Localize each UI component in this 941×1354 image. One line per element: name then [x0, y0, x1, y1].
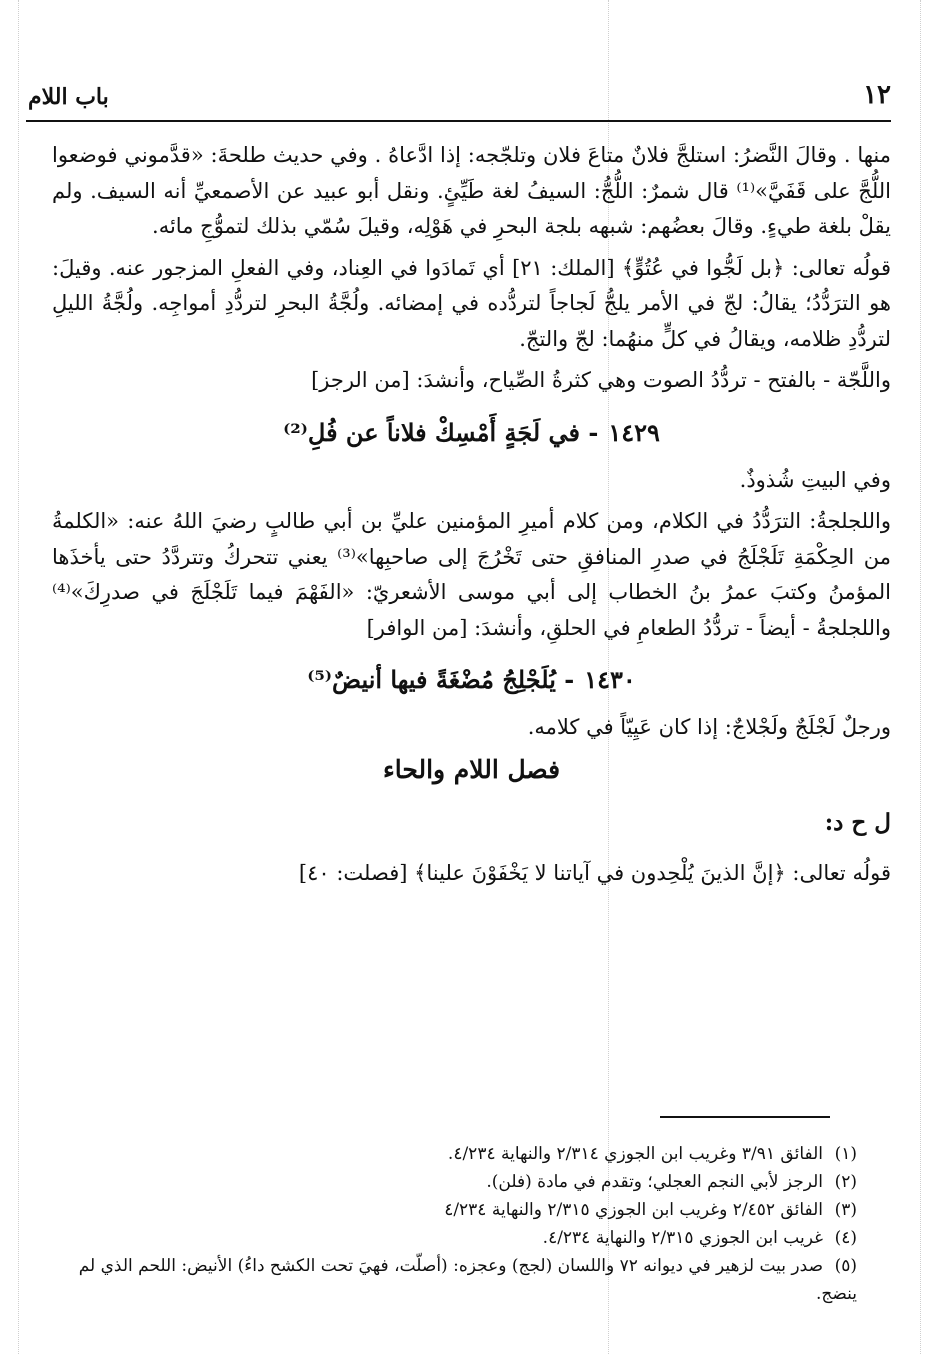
paragraph: قولُه تعالى: ﴿إنَّ الذينَ يُلْحِدون في آياتنا لا يَخْفَوْنَ علينا﴾ [فصلت: ٤٠]: [298, 860, 891, 885]
verse-1429: [52, 413, 891, 453]
main-text: [52, 138, 891, 891]
footnote-number: (٢): [834, 1172, 857, 1192]
chapter-title: فصل اللام والحاء: [382, 754, 561, 784]
footnote-rule: [660, 1116, 830, 1118]
paragraph: واللَّجّة - بالفتح - تردُّدُ الصوت وهي كثرةُ الصِّياح، وأنشدَ: [من الرجز]: [311, 368, 891, 392]
paragraph: ورجلٌ لَجْلَجٌ ولَجْلاجٌ: إذا كان عَيِيّاً في كلامه.: [527, 715, 891, 739]
verse-1430: [52, 660, 891, 700]
paragraph: قولُه تعالى: ﴿بل لَجُّوا في عُتُوٍّ﴾ [الملك: ٢١] أي تَمادَوا في العِناد، وفي الفعلِ المزجور عنه. وقيلَ: هو الترَدُّدُ؛ يقالُ: لجّ في الأمر يلجُّ لَجاجاً لتردُّده في إمضائه. ولُجَّةُ البحرِ لتردُّدِ أمواجِه. ولُجَّةُ الليلِ لتردُّدِ ظلامه، ويقالُ في كلٍّ منهُما: لجّ والتجّ.: [52, 255, 891, 351]
footnote-number: (٣): [834, 1200, 857, 1220]
footnote-text: صدر بيت لزهير في ديوانه ٧٢ واللسان (لجج) وعجزه: (أصلّت، فهيَ تحت الكشح داءُ) الأنيض: اللحم الذي لم ينضج.: [78, 1256, 857, 1304]
footnote-text: الفائق ٣/٩١ وغريب ابن الجوزي ٢/٣١٤ والنهاية ٤/٢٣٤.: [447, 1144, 823, 1164]
footnote: [52, 1168, 857, 1196]
footnote-number: (٤): [834, 1228, 857, 1248]
paragraph: منها . وقالَ النَّضرُ: استلجَّ فلانٌ متاعَ فلان وتلجّجه: إذا ادَّعاهُ . وفي حديث طلحةَ: «قدَّموني فوضعوا اللُّجَّ على قَفَيَّ»⁽¹⁾ قال شمرٌ: اللُّجُّ: السيفُ لغة طَيِّئٍ. ونقل أبو عبيد عن الأصمعيِّ أنه السيف. ولم يقلْ بلغة طيءٍ. وقالَ بعضُهم: شبهه بلجة البحرِ في هَوْلِه، وقيلَ سُمّي بذلك لتموُّجِ مائه.: [52, 143, 891, 238]
footnote: [52, 1196, 857, 1224]
header-rule: [26, 120, 891, 122]
paragraph: واللجلجةُ: الترَدُّدُ في الكلام، ومن كلام أميرِ المؤمنين عليِّ بن أبي طالبٍ رضيَ اللهُ عنه: «الكلمةُ من الحِكْمَةِ تَلَجْلَجُ في صدرِ المنافقِ حتى تَخْرُجَ إلى صاحبِها»⁽³⁾ يعني تتحركُ وتتردَّدُ حتى يأخذَها المؤمنُ وكتبَ عمرُ بنُ الخطاب إلى أبي موسى الأشعريّ: «الفَهْمَ فيما تَلَجْلَجَ في صدرِكَ»⁽⁴⁾ واللجلجةُ - أيضاً - تردُّدُ الطعامِ في الحلقِ، وأنشدَ: [من الوافر]: [52, 509, 892, 640]
running-title: باب اللام: [28, 84, 109, 110]
verse-text: - يُلَجْلِجُ مُضْغَةً فيها أنيضٌ⁽⁵⁾: [307, 665, 575, 694]
page-header: [28, 78, 891, 114]
footnote: [52, 1224, 857, 1252]
scan-guide-line: [920, 0, 921, 1354]
scan-guide-line: [18, 0, 19, 1354]
verse-number: ١٤٣٠: [584, 665, 636, 694]
footnote-text: الرجز لأبي النجم العجلي؛ وتقدم في مادة (فلن).: [486, 1172, 823, 1192]
footnote-number: (١): [834, 1144, 857, 1164]
page-number: ١٢: [863, 80, 891, 110]
root-heading: ل ح د:: [824, 808, 891, 836]
paragraph: وفي البيتِ شُذوذٌ.: [739, 467, 891, 492]
footnote: [52, 1252, 857, 1308]
verse-text: - في لَجَةٍ أَمْسِكْ فلاناً عن فُلِ⁽²⁾: [283, 417, 599, 447]
footnotes: [52, 1140, 857, 1308]
footnote: [52, 1140, 857, 1168]
footnote-number: (٥): [834, 1256, 857, 1276]
footnote-text: غريب ابن الجوزي ٢/٣١٥ والنهاية ٤/٢٣٤.: [542, 1228, 823, 1248]
verse-number: ١٤٢٩: [608, 417, 660, 447]
footnote-text: الفائق ٢/٤٥٢ وغريب ابن الجوزي ٢/٣١٥ والنهاية ٤/٢٣٤: [444, 1200, 823, 1220]
